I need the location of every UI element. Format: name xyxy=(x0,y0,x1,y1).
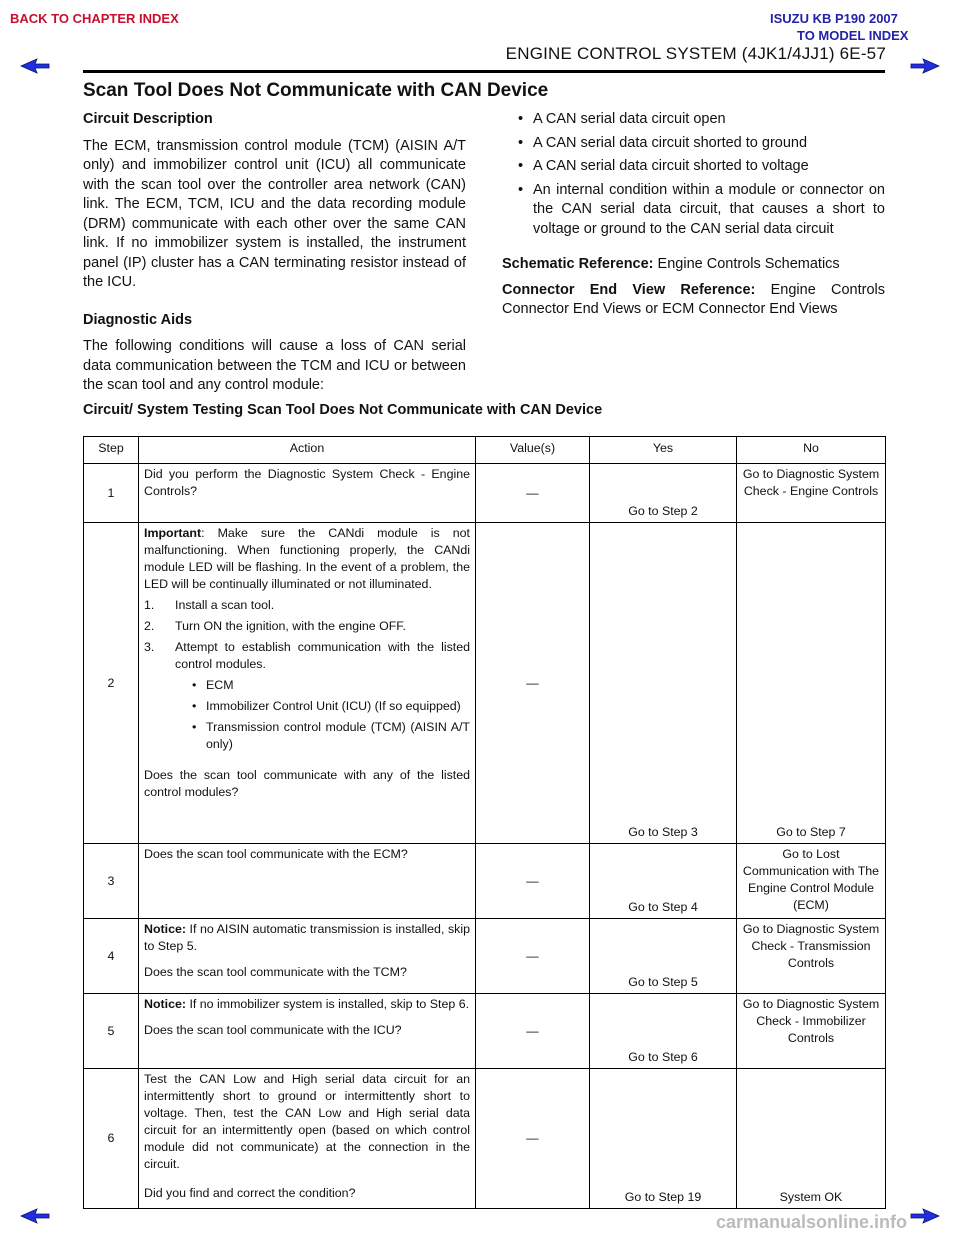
value-cell: — xyxy=(476,844,590,919)
section-title: Scan Tool Does Not Communicate with CAN Device xyxy=(83,80,549,101)
module-item: • Immobilizer Control Unit (ICU) (If so equipped) xyxy=(192,698,470,715)
table-row xyxy=(84,919,886,994)
no-link[interactable]: Go to Lost Communication with The Engine Control Module (ECM) xyxy=(737,844,886,919)
module-item: • Transmission control module (TCM) (AISIN A/T only) xyxy=(192,719,470,753)
header-yes: Yes xyxy=(590,437,737,464)
procedure-step-text: Turn ON the ignition, with the engine OFF. xyxy=(175,619,406,633)
notice-label: Notice: xyxy=(144,922,186,936)
action-question: Does the scan tool communicate with any of the listed control modules? xyxy=(144,768,470,799)
model-title-link[interactable]: ISUZU KB P190 2007 xyxy=(770,11,898,26)
no-link[interactable]: Go to Diagnostic System Check - Immobilizer Controls xyxy=(737,994,886,1069)
no-link[interactable]: System OK xyxy=(737,1069,886,1209)
action-cell xyxy=(139,464,476,523)
header-no: No xyxy=(737,437,886,464)
step-number: 3 xyxy=(84,844,139,919)
action-cell xyxy=(139,523,476,844)
action-text: Does the scan tool communicate with the ECM? xyxy=(144,847,408,861)
notice-text: If no AISIN automatic transmission is installed, skip to Step 5. xyxy=(144,922,470,953)
yes-link[interactable]: Go to Step 6 xyxy=(590,994,737,1069)
previous-page-arrow-icon[interactable] xyxy=(20,58,50,74)
condition-item: • A CAN serial data circuit shorted to ground xyxy=(502,134,885,154)
header-action: Action xyxy=(139,437,476,464)
action-text: Did you perform the Diagnostic System Check - Engine Controls? xyxy=(144,467,470,498)
connector-reference-label: Connector End View Reference: xyxy=(502,281,756,298)
connector-reference-value: Engine Controls Connector End Views or ECM Connector End Views xyxy=(502,281,885,317)
yes-link[interactable]: Go to Step 19 xyxy=(590,1069,737,1209)
procedure-step-number: 2. xyxy=(144,619,155,633)
diagnostic-aids-heading: Diagnostic Aids xyxy=(83,311,193,328)
step-number: 4 xyxy=(84,919,139,994)
procedure-step xyxy=(144,618,470,635)
header-step: Step xyxy=(84,437,139,464)
step-number: 2 xyxy=(84,523,139,844)
important-label: Important xyxy=(144,526,202,540)
yes-link[interactable]: Go to Step 5 xyxy=(590,919,737,994)
notice-note xyxy=(144,921,470,955)
important-text: : Make sure the CANdi module is not malfunctioning. When functioning properly, the CANdi module LED will be flashing. In the event of a problem, the LED will be continually illuminated or not illuminated. xyxy=(144,526,470,591)
circuit-description-heading: Circuit Description xyxy=(83,111,213,127)
action-question: Does the scan tool communicate with the ICU? xyxy=(144,1023,402,1037)
table-title: Circuit/ System Testing Scan Tool Does Not Communicate with CAN Device xyxy=(83,402,603,418)
schematic-reference-value: Engine Controls Schematics xyxy=(653,256,840,272)
no-link[interactable]: Go to Diagnostic System Check - Transmission Controls xyxy=(737,919,886,994)
procedure-step-text: Install a scan tool. xyxy=(175,598,275,612)
table-row xyxy=(84,1069,886,1209)
right-column xyxy=(502,110,885,320)
table-header-row xyxy=(84,437,886,464)
procedure-step-number: 1. xyxy=(144,598,155,612)
notice-note xyxy=(144,996,470,1013)
procedure-step-number: 3. xyxy=(144,640,155,654)
value-cell: — xyxy=(476,994,590,1069)
schematic-reference-label: Schematic Reference: xyxy=(502,256,654,272)
schematic-reference xyxy=(502,255,885,275)
notice-label: Notice: xyxy=(144,997,186,1011)
back-to-chapter-index-link[interactable]: BACK TO CHAPTER INDEX xyxy=(10,11,179,26)
module-list xyxy=(144,677,470,753)
step-number: 5 xyxy=(84,994,139,1069)
page-header: ENGINE CONTROL SYSTEM (4JK1/4JJ1) 6E-57 xyxy=(505,44,886,63)
action-cell xyxy=(139,1069,476,1209)
notice-text: If no immobilizer system is installed, skip to Step 6. xyxy=(186,997,470,1011)
value-cell: — xyxy=(476,1069,590,1209)
yes-link[interactable]: Go to Step 2 xyxy=(590,464,737,523)
action-cell xyxy=(139,844,476,919)
value-cell: — xyxy=(476,523,590,844)
procedure-steps xyxy=(144,597,470,673)
step-number: 1 xyxy=(84,464,139,523)
condition-item: • A CAN serial data circuit open xyxy=(502,110,885,130)
diagnostic-aids-text: The following conditions will cause a loss of CAN serial data communication between the TCM and ICU or between the scan tool and any control module: xyxy=(83,338,466,393)
condition-item: • A CAN serial data circuit shorted to voltage xyxy=(502,157,885,177)
left-column xyxy=(83,110,466,396)
action-cell xyxy=(139,919,476,994)
next-page-bottom-arrow-icon[interactable] xyxy=(910,1208,940,1224)
table-row xyxy=(84,523,886,844)
to-model-index-link[interactable]: TO MODEL INDEX xyxy=(797,28,909,43)
table-row xyxy=(84,994,886,1069)
no-link[interactable]: Go to Diagnostic System Check - Engine Controls xyxy=(737,464,886,523)
procedure-step xyxy=(144,597,470,614)
value-cell: — xyxy=(476,919,590,994)
action-question: Did you find and correct the condition? xyxy=(144,1186,356,1200)
connector-reference xyxy=(502,281,885,320)
value-cell: — xyxy=(476,464,590,523)
table-row xyxy=(84,464,886,523)
yes-link[interactable]: Go to Step 4 xyxy=(590,844,737,919)
action-cell xyxy=(139,994,476,1069)
module-item: • ECM xyxy=(192,677,470,694)
previous-page-bottom-arrow-icon[interactable] xyxy=(20,1208,50,1224)
action-question: Does the scan tool communicate with the TCM? xyxy=(144,965,407,979)
table-row xyxy=(84,844,886,919)
procedure-step xyxy=(144,639,470,673)
conditions-list xyxy=(502,110,885,239)
header-rule xyxy=(83,70,885,73)
diagnostic-table xyxy=(83,436,886,1209)
condition-item: • An internal condition within a module or connector on the CAN serial data circuit, that causes a short to voltage or ground to the CAN serial data circuit xyxy=(502,181,885,240)
yes-link[interactable]: Go to Step 3 xyxy=(590,523,737,844)
next-page-arrow-icon[interactable] xyxy=(910,58,940,74)
action-text: Test the CAN Low and High serial data circuit for an intermittently short to ground or intermittently short to voltage. Then, test the CAN Low and High serial data circuit for an intermittently open (based on which control module did not communicate) at the connection in the circuit. xyxy=(144,1072,470,1171)
watermark: carmanualsonline.info xyxy=(716,1212,908,1232)
header-values: Value(s) xyxy=(476,437,590,464)
no-link[interactable]: Go to Step 7 xyxy=(737,523,886,844)
procedure-step-text: Attempt to establish communication with the listed control modules. xyxy=(175,640,470,671)
circuit-description-text: The ECM, transmission control module (TCM) (AISIN A/T only) and immobilizer control unit (ICU) all communicate with the scan tool over the controller area network (CAN) link. The ECM, TCM, ICU and the data recording module (DRM) communicate with each other over the same CAN link. If no immobilizer system is installed, the instrument panel (IP) cluster has a CAN terminating resistor instead of the ICU. xyxy=(83,137,466,290)
important-note xyxy=(144,525,470,593)
step-number: 6 xyxy=(84,1069,139,1209)
